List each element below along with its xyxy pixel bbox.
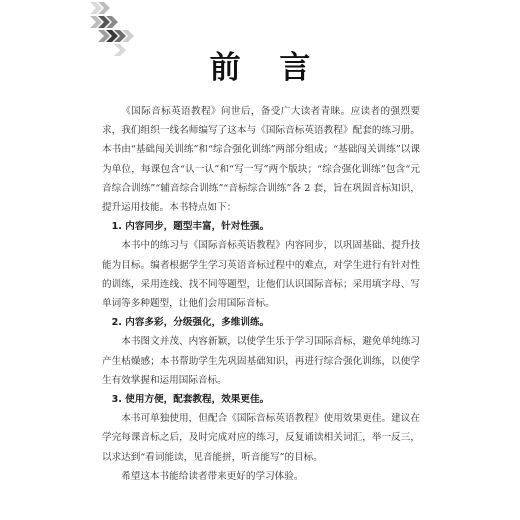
body-paragraph: 本书可单独使用，但配合《国际音标英语教程》使用效果更佳。建议在学完每课音标之后，及时完成对应的练习，反复诵读相关词汇，举一反三，以求达到“看词能读，见音能拼，听音能写”的目标。	[102, 413, 420, 463]
body-paragraph: 本书图文并茂、内容新颖，以使学生乐于学习国际音标，避免单纯练习产生枯燥感；本书帮助学生先巩固基础知识，再进行综合强化训练，以使学生有效掌握和运用国际音标。	[102, 336, 420, 386]
intro-paragraph: 《国际音标英语教程》问世后，备受广大读者青睐。应读者的强烈要求，我们组织一线名师编写了这本与《国际音标英语教程》配套的练习册。本书由“基础闯关训练”和“综合强化训练”两部分组成；“基础闯关训练”以课为单位，每课包含“认一认”和“写一写”两个版块；“综合强化训练”包含“元音综合训练”“辅音综合训练”“音标综合训练”各 2 套，旨在巩固音标知识，提升运用技能。本书特点如下：	[102, 106, 420, 214]
section-heading: 3. 使用方便，配套教程，效果更佳。	[111, 394, 270, 406]
preface-body	[102, 102, 420, 486]
body-paragraph: 本书中的练习与《国际音标英语教程》内容同步，以巩固基础、提升技能为目标。编者根据学生学习英语音标过程中的难点，对学生进行有针对性的训练，采用连线、找不同等题型，让他们认识国际音标；采用填字母、写单词等多种题型，让他们会用国际音标。	[102, 240, 420, 310]
section-heading: 2. 内容多彩，分级强化，多维训练。	[111, 317, 270, 329]
section-heading: 1. 内容同步，题型丰富，针对性强。	[111, 221, 270, 233]
closing-paragraph: 希望这本书能给读者带来更好的学习体验。	[121, 470, 304, 482]
page-title: 前 言	[209, 50, 325, 86]
